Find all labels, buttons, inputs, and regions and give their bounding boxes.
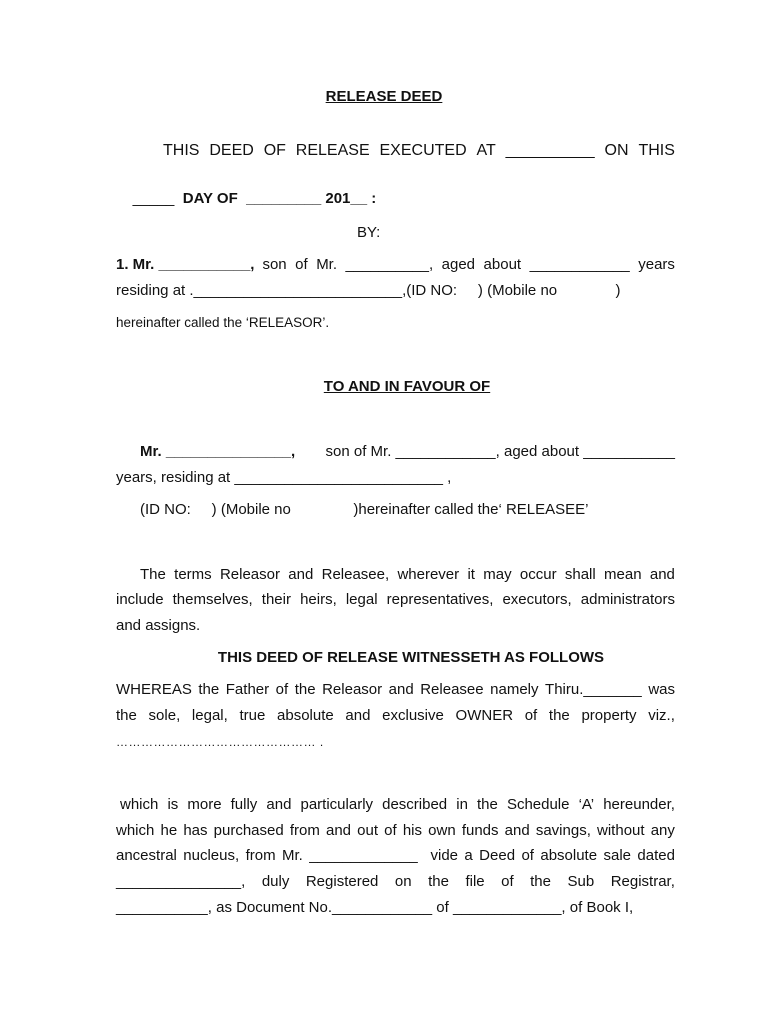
whereas-line-2	[116, 707, 675, 725]
word: Registrar,	[610, 873, 675, 890]
releasee-line-2: years, residing at _________________________ ,	[116, 469, 452, 486]
word: Releasee,	[321, 566, 390, 583]
word: was	[648, 681, 675, 698]
word: __________	[505, 142, 595, 159]
word: son	[262, 256, 287, 273]
word: Mr.	[281, 847, 303, 864]
schedule-line-4	[116, 873, 675, 891]
schedule-line-1	[120, 796, 675, 814]
by-label: BY:	[357, 224, 381, 241]
word: sale	[603, 847, 632, 864]
word: occur	[519, 566, 557, 583]
word: OWNER	[455, 707, 514, 724]
word: of	[501, 873, 514, 890]
word: and	[504, 822, 530, 839]
word: ancestral	[116, 847, 177, 864]
word: vide	[430, 847, 459, 864]
terms-line-3: and assigns.	[116, 617, 201, 634]
word: __________,	[345, 256, 434, 273]
word: funds	[461, 822, 499, 839]
releasor-name: 1. Mr. ___________,	[116, 256, 255, 273]
releasor-line-1	[116, 256, 675, 274]
terms-line-1	[140, 566, 675, 584]
word: particularly	[300, 796, 374, 813]
word: representatives,	[386, 591, 494, 608]
word: Registered	[305, 873, 379, 890]
word: and	[266, 796, 292, 813]
word: No.____________	[308, 899, 433, 916]
word: the	[116, 707, 137, 724]
word: fully	[230, 796, 258, 813]
day-of-label: DAY OF	[182, 190, 238, 207]
word: a	[464, 847, 473, 864]
word: of	[384, 822, 397, 839]
word: the	[548, 707, 570, 724]
word: file	[465, 873, 485, 890]
schedule-line-5	[116, 899, 633, 917]
word: in	[456, 796, 468, 813]
releasee-name: Mr. _______________,	[140, 443, 296, 460]
word: include	[116, 591, 164, 608]
word: _____________	[309, 847, 418, 864]
word: Mr.	[316, 256, 338, 273]
word: described	[382, 796, 448, 813]
word: Releasee	[420, 681, 484, 698]
word: THIS	[638, 142, 675, 159]
word: WHEREAS	[116, 681, 192, 698]
word: Father	[225, 681, 270, 698]
date-blank: _________ 201__ :	[246, 190, 377, 207]
intro-line-1	[163, 142, 675, 160]
word: from	[245, 847, 276, 864]
word: heirs,	[300, 591, 337, 608]
word: property	[581, 707, 637, 724]
word: and	[288, 566, 314, 583]
whereas-line-3: ………………………………………… .	[116, 735, 324, 749]
releasor-line-2: residing at ._________________________,(ID NO: ) (Mobile no )	[116, 282, 621, 299]
word: RELEASE	[295, 142, 370, 159]
releasor-line-3: hereinafter called the ‘RELEASOR’.	[116, 315, 330, 330]
word: ____________	[529, 256, 630, 273]
word: viz.,	[648, 707, 675, 724]
releasee-line-3: (ID NO: ) (Mobile no )hereinafter called the‘ RELEASEE’	[140, 501, 589, 518]
word: exclusive	[382, 707, 444, 724]
word: purchased	[213, 822, 284, 839]
terms-line-2	[116, 591, 675, 609]
day-blank: _____	[132, 190, 175, 207]
word: on	[394, 873, 412, 890]
word: he	[160, 822, 178, 839]
word: of	[436, 899, 449, 916]
word: dated	[637, 847, 675, 864]
word: Sub	[567, 873, 595, 890]
word: absolute	[277, 707, 334, 724]
word: and	[388, 681, 414, 698]
word: ON	[604, 142, 629, 159]
word: true	[239, 707, 266, 724]
word: _____________,	[452, 899, 566, 916]
word: of	[521, 847, 534, 864]
word: as	[216, 899, 232, 916]
word: and	[649, 566, 675, 583]
word: the	[294, 681, 316, 698]
intro-line-2	[116, 172, 376, 226]
word: Releasor	[322, 681, 383, 698]
witnesseth-heading: THIS DEED OF RELEASE WITNESSETH AS FOLLOWS	[217, 649, 605, 666]
word: DEED	[209, 142, 254, 159]
word: has	[183, 822, 208, 839]
word: the	[477, 796, 498, 813]
releasee-line-1	[140, 443, 675, 461]
word: legal	[345, 591, 378, 608]
word: which	[120, 796, 159, 813]
word: EXECUTED	[379, 142, 467, 159]
word: legal,	[191, 707, 228, 724]
word: of	[569, 899, 583, 916]
word: may	[483, 566, 512, 583]
document-title: RELEASE DEED	[325, 88, 443, 105]
word: the	[198, 681, 220, 698]
word: mean	[604, 566, 642, 583]
word: and	[326, 822, 352, 839]
releasee-line-1-rest: son of Mr. ____________, aged about ___________	[325, 443, 675, 460]
word: their	[261, 591, 291, 608]
word: THIS	[163, 142, 200, 159]
word: hereunder,	[603, 796, 675, 813]
word: duly	[261, 873, 290, 890]
word: The	[140, 566, 166, 583]
word: is	[167, 796, 179, 813]
word: wherever	[397, 566, 460, 583]
word: terms	[174, 566, 212, 583]
word: _______________,	[116, 873, 246, 890]
word: ___________,	[116, 899, 212, 916]
word: namely	[490, 681, 539, 698]
word: his	[402, 822, 423, 839]
word: and	[345, 707, 371, 724]
word: themselves,	[172, 591, 253, 608]
word: Deed	[479, 847, 516, 864]
word: executors,	[502, 591, 572, 608]
word: out	[357, 822, 379, 839]
favour-heading: TO AND IN FAVOUR OF	[323, 378, 491, 395]
schedule-line-2	[116, 822, 675, 840]
word: Book	[586, 899, 621, 916]
word: the	[428, 873, 449, 890]
word: ‘A’	[578, 796, 595, 813]
word: nucleus,	[183, 847, 240, 864]
word: own	[428, 822, 456, 839]
releasor-line-1-rest	[262, 256, 675, 274]
word: the	[530, 873, 551, 890]
whereas-line-1	[116, 681, 675, 699]
word: AT	[476, 142, 496, 159]
word: Schedule	[506, 796, 570, 813]
word: which	[116, 822, 155, 839]
word: absolute	[540, 847, 598, 864]
word: OF	[263, 142, 286, 159]
word: Thiru._______	[545, 681, 642, 698]
word: savings,	[535, 822, 591, 839]
word: sole,	[148, 707, 181, 724]
word: shall	[564, 566, 596, 583]
word: more	[187, 796, 222, 813]
word: of	[524, 707, 538, 724]
word: of	[295, 256, 308, 273]
word: I,	[624, 899, 634, 916]
word: administrators	[580, 591, 675, 608]
word: any	[650, 822, 675, 839]
word: aged	[441, 256, 476, 273]
word: about	[483, 256, 522, 273]
word: of	[275, 681, 289, 698]
schedule-line-3	[116, 847, 675, 865]
word: from	[289, 822, 320, 839]
word: Releasor	[219, 566, 280, 583]
word: it	[467, 566, 475, 583]
word: years	[638, 256, 675, 273]
word: without	[597, 822, 645, 839]
word: Document	[236, 899, 305, 916]
